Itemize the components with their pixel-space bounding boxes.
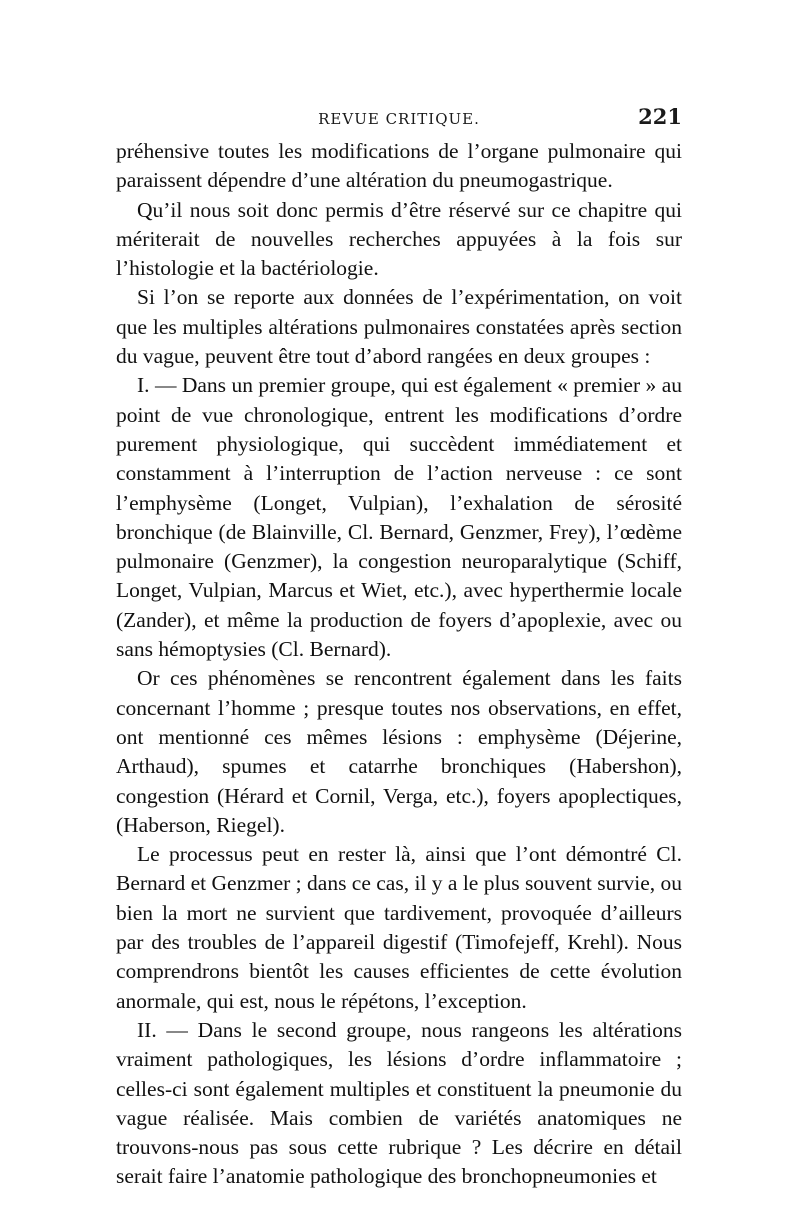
running-title: REVUE CRITIQUE.	[318, 110, 480, 128]
paragraph-continuation: préhensive toutes les modifications de l’organe pulmonaire qui paraissent dépendre d’une altération du pneumogastrique.	[116, 139, 682, 193]
paragraph-group-two: II. — Dans le second groupe, nous rangeons les altérations vraiment pathologiques, les lésions d’ordre inflammatoire ; celles-ci sont également multiples et constituent la pneumonie du vague réalisée. Mais combien de variétés anatomiques ne trouvons-nous pas sous cette rubrique ? Les décrire en détail serait faire l’anatomie pathologique des bronchopneumonies et	[116, 1017, 682, 1189]
paragraph: Si l’on se reporte aux données de l’expérimentation, on voit que les multiples altérations pulmonaires constatées après section du vague, peuvent être tout d’abord rangées en deux groupes :	[116, 285, 682, 369]
running-header	[116, 102, 682, 132]
body-text	[116, 137, 682, 1192]
paragraph: Le processus peut en rester là, ainsi que l’ont démontré Cl. Bernard et Genzmer ; dans ce cas, il y a le plus souvent survie, ou bien la mort ne survient que tardivement, provoquée d’ailleurs par des troubles de l’appareil digestif (Timofejeff, Krehl). Nous comprendrons bientôt les causes efficientes de cette évolution anormale, qui est, nous le répétons, l’exception.	[116, 842, 682, 1013]
paragraph: Qu’il nous soit donc permis d’être réservé sur ce chapitre qui mériterait de nouvelles recherches appuyées à la fois sur l’histologie et la bactériologie.	[116, 197, 682, 281]
paragraph-group-one: I. — Dans un premier groupe, qui est également « premier » au point de vue chronologique, entrent les modifications d’ordre purement physiologique, qui succèdent immédiatement et constamment à l’interruption de l’action nerveuse : ce sont l’emphysème (Longet, Vulpian), l’exhalation de sérosité bronchique (de Blainville, Cl. Bernard, Genzmer, Frey), l’œdème pulmonaire (Genzmer), la congestion neuroparalytique (Schiff, Longet, Vulpian, Marcus et Wiet, etc.), avec hyperthermie locale (Zander), et même la production de foyers d’apoplexie, avec ou sans hémoptysies (Cl. Bernard).	[116, 373, 682, 662]
paragraph: Or ces phénomènes se rencontrent également dans les faits concernant l’homme ; presque toutes nos observations, en effet, ont mentionné ces mêmes lésions : emphysème (Déjerine, Arthaud), spumes et catarrhe bronchiques (Habershon), congestion (Hérard et Cornil, Verga, etc.), foyers apoplectiques, (Haberson, Riegel).	[116, 666, 682, 837]
page-number: 221	[638, 104, 682, 129]
